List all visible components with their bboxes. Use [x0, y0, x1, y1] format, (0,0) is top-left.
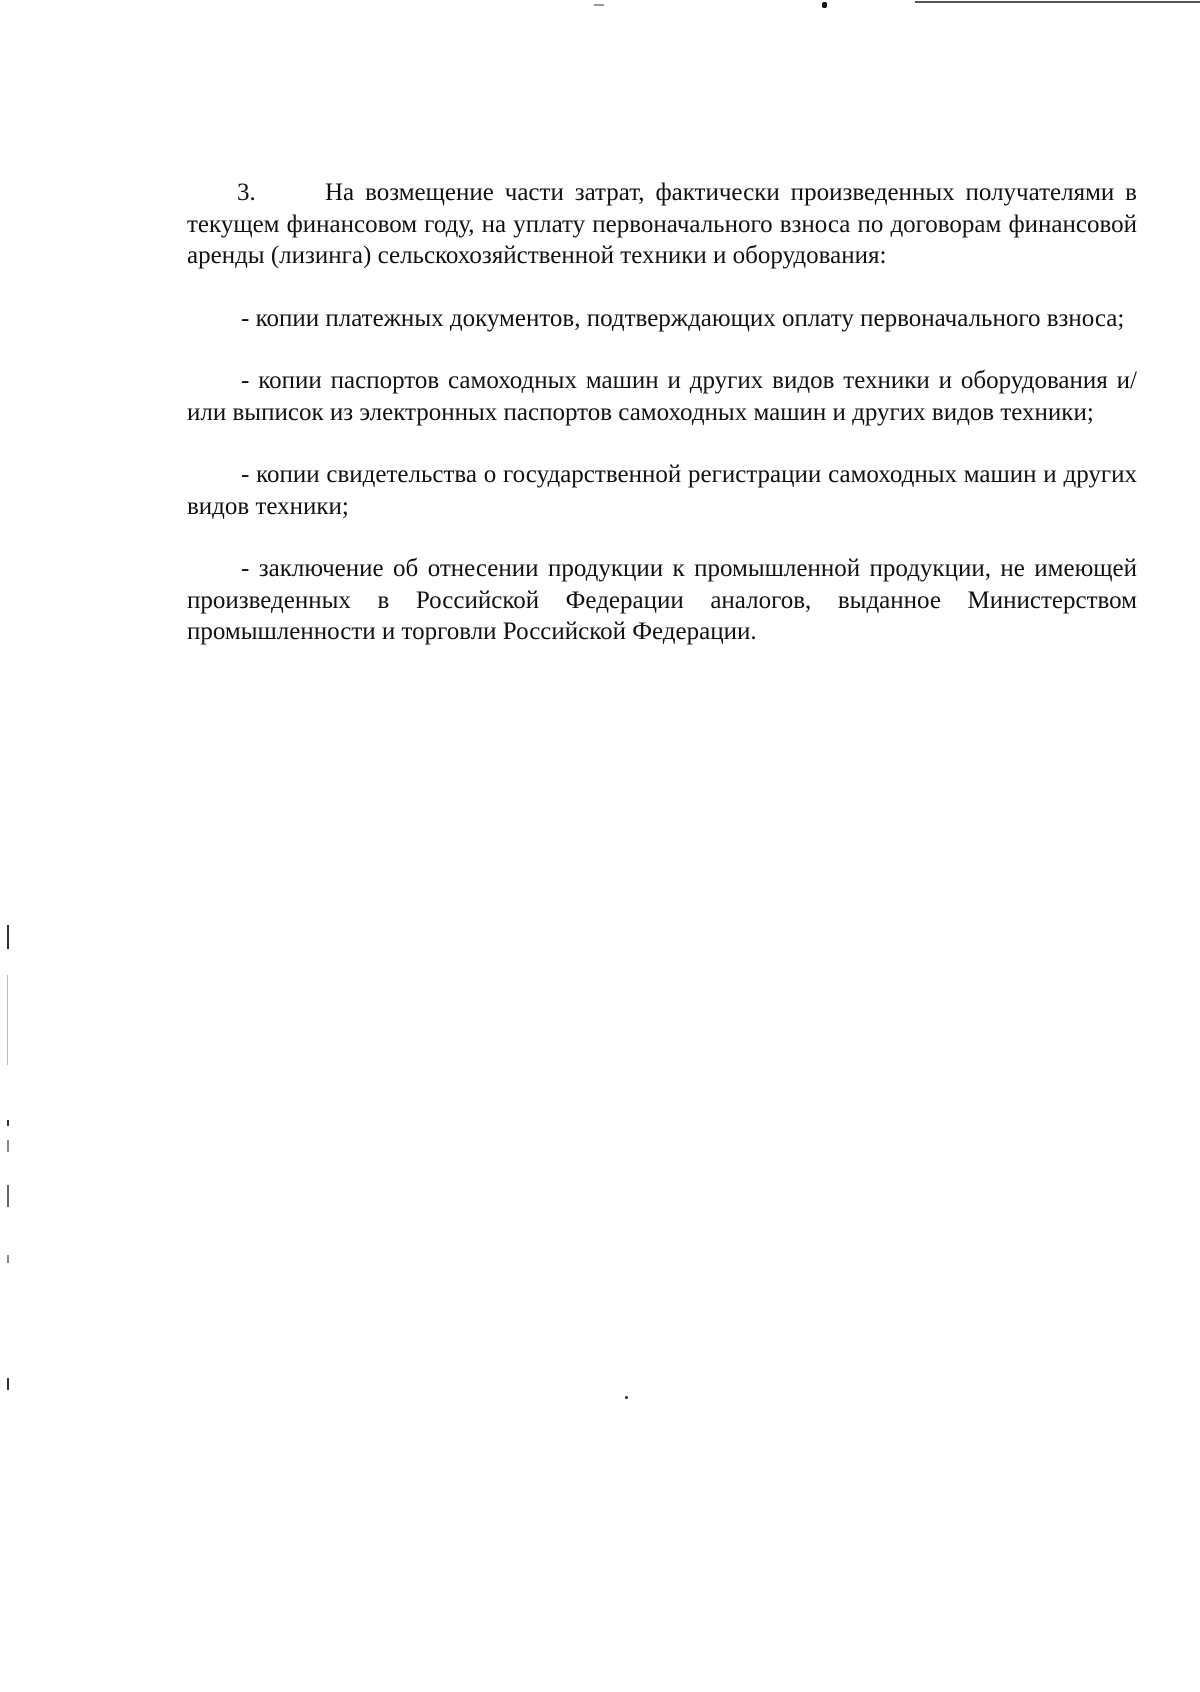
scan-artifact [7, 1120, 9, 1126]
scan-artifact [7, 1140, 9, 1152]
document-body [187, 177, 1137, 679]
paragraph-item-3 [187, 177, 1137, 272]
scan-artifact [7, 1255, 9, 1263]
scan-artifact-rule [915, 1, 1200, 3]
list-item-ministry-conclusion: - заключение об отнесении продукции к промышленной продукции, не имеющей произведенных в Российской Федерации аналогов, выданное Министерством промышленности и торговли Российской Федерации. [187, 555, 1137, 645]
scan-artifact [7, 1185, 9, 1207]
scan-artifact [822, 2, 827, 8]
paragraph-number: 3. [237, 179, 256, 206]
scan-artifact [594, 4, 604, 6]
scan-artifact [7, 975, 8, 1065]
scan-artifact [625, 1396, 628, 1399]
scan-artifact [7, 1378, 9, 1390]
list-item-machine-passports: - копии паспортов самоходных машин и других видов техники и оборудования и/или выписок из электронных паспортов самоходных машин и других видов техники; [187, 367, 1137, 426]
list-item-registration-certificate: - копии свидетельства о государственной регистрации самоходных машин и других видов техники; [187, 461, 1137, 520]
list-item-payment-docs: - копии платежных документов, подтверждающих оплату первоначального взноса; [241, 304, 1125, 332]
scan-artifact [7, 925, 9, 949]
paragraph-text: На возмещение части затрат, фактически произведенных получателями в текущем финансовом году, на уплату первоначального взноса по договорам финансовой аренды (лизинга) сельскохозяйственной техники и оборудования: [187, 179, 1137, 269]
